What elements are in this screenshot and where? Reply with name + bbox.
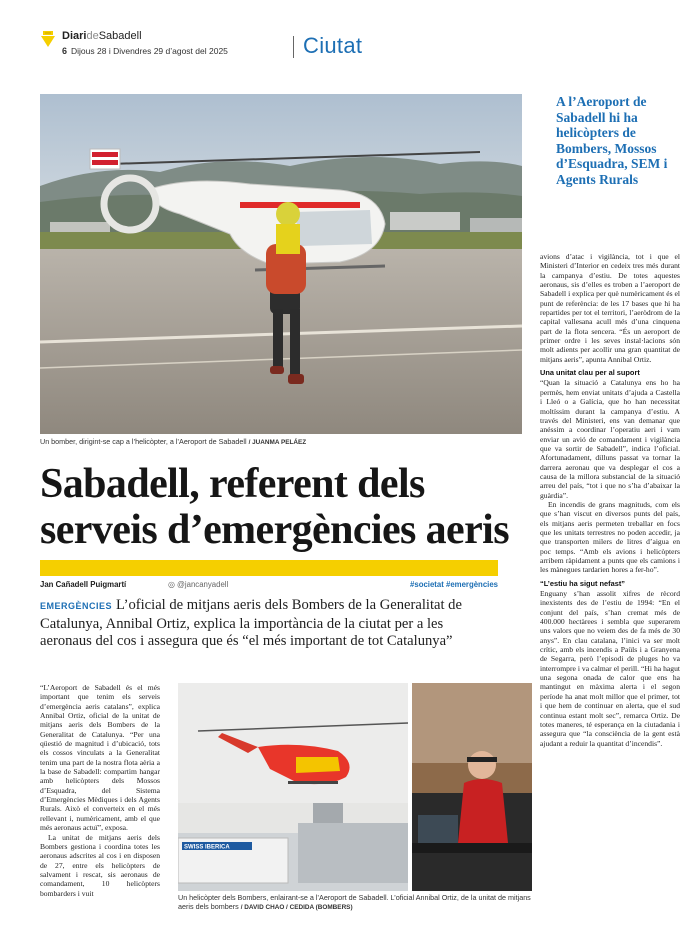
caption-text: Un helicòpter dels Bombers, enlairant-se a l’Aeroport de Sabadell. L’oficial Annibal Ortiz, de la unitat de mitjans aeris dels bombers (178, 893, 531, 911)
section-title: Ciutat (303, 33, 363, 58)
article-headline (40, 461, 530, 553)
author-handle[interactable]: ◎ @jancanyadell (168, 580, 229, 589)
date-line: Dijous 28 i Divendres 29 d’agost del 2025 (71, 46, 228, 56)
masthead (40, 28, 520, 62)
helicopter-photo (178, 683, 408, 891)
lower-photo-caption (178, 893, 533, 912)
body-column-right (540, 252, 680, 748)
article-tags[interactable]: #societat #emergències (410, 580, 498, 589)
paragraph: “L’Aeroport de Sabadell és el més important que tenim els serveis d’emergència aeris catalans”, explica Annibal Ortiz, oficial de la unitat de mitjans aeris dels Bombers de la Generalitat de Catalunya. “Per una qüestió de magnitud i d’ubicació, tots els cossos vinculats a la Generalitat tenim una part de la nostra flota aèria a la base de Sabadell: compartim hangar amb helicòpters dels Mossos d’Esquadra, del Sistema d’Emergències Mèdiques i dels Agents Rurals. Això el converteix en el més rellevant i, numèricament, amb el que més aeronaus actuï”, exposa. (40, 683, 160, 833)
main-photo (40, 94, 522, 434)
photo-credit: / JUANMA PELÁEZ (248, 439, 307, 446)
byline-row (40, 580, 498, 594)
section-divider (293, 36, 294, 58)
highlight-bar (40, 560, 498, 576)
paragraph: Enguany s’han assolit xifres de rècord inexistents des de l’estiu de 1994: “En el conjunt del país, s’han cremat més de 400.000 hectàrees i sembla que superarem uns valors que no veiem des de fa més de 30 anys”. En clau catalana, l’inici va ser molt crític, amb els incendis a Paüls i a Granyena de Segarra, però l’episodi de pluges ho va interrompre i va calmar el perill. “Hi ha hagut una segona onada de calor que ens ha mantingut en màxima alerta i el segon període ha anat molt millor que el primer, tot i que hem de continuar en alerta, que el sud continua estant molt sec”, remarca Ortiz. De totes maneres, té esperança en la ciutadania i assegura que “la consciència de la gent està ajudant a reduir la quantitat d’incendis”. (540, 589, 680, 748)
subheading: “L’estiu ha sigut nefast” (540, 578, 626, 588)
paragraph: avions d’atac i vigilància, tot i que el Ministeri d’Interior en cedeix tres més durant la campanya d’estiu. De totes aquestes aeronaus, sis d’elles es troben a l’aeroport de Sabadell i explica per què numèricament és el punt de referència: de les 17 bases que hi ha repartides per tot el territori, l’aeròdrom de la capital vallesana acull més d’una cinquena part de la flota sencera. “És un aeroport de primer ordre i les seves instal·lacions són molt adients per acollir una gran quantitat de mitjans aeris”, apunta Annibal Ortiz. (540, 252, 680, 364)
article-lede (40, 597, 498, 651)
headline-line-1: Sabadell, referent dels (40, 461, 425, 507)
main-photo-caption (40, 437, 522, 447)
author-name: Jan Cañadell Puigmartí (40, 580, 127, 589)
lede-kicker: EMERGÈNCIES (40, 601, 113, 611)
officer-photo (412, 683, 532, 891)
photo-credit: / DAVID CHAO / CEDIDA (BOMBERS) (240, 904, 353, 911)
paragraph: La unitat de mitjans aeris dels Bombers gestiona i coordina totes les aeronaus adscrites al cos i en disposen de 27, entre els helicòpters de salvament i rescat, sis aeronaus de comandament, 10 helicòpters bombarders i vuit (40, 832, 160, 898)
brand-name[interactable]: DiarideSabadell (62, 30, 142, 42)
caption-text: Un bomber, dirigint-se cap a l’helicòpter, a l’Aeroport de Sabadell (40, 437, 247, 446)
social-handle-icon: ◎ (168, 580, 177, 589)
page-info (62, 46, 228, 56)
subheading: Una unitat clau per al suport (540, 368, 640, 378)
hangar-sign: SWISS IBERICA (184, 844, 230, 851)
page-number: 6 (62, 46, 68, 56)
city-shield-icon (40, 31, 56, 47)
body-column-left (40, 683, 160, 898)
paragraph: En incendis de grans magnituds, com els que s’han viscut en diversos punts del país, els mitjans aeris permeten treballar en focs que les unitats terrestres no poden accedir, ja que transporten milers de litres d’aigua en poc temps. “Amb els avions i helicòpters arribem ràpidament a punts que els camions i les mànegues tardarien hores a fer-ho”. (540, 499, 680, 575)
lede-text: L’oficial de mitjans aeris dels Bombers de la Generalitat de Catalunya, Annibal Ortiz, explica la importància de la ciutat per a les aeronaus del cos i assegura que és “el més important de tot Catalunya” (40, 597, 462, 649)
sidebar-headline: A l’Aeroport de Sabadell hi ha helicòpters de Bombers, Mossos d’Esquadra, SEM i Agents Rurals (556, 94, 668, 187)
headline-line-2: serveis d’emergències aeris (40, 507, 509, 553)
paragraph: “Quan la situació a Catalunya ens ho ha permès, hem enviat unitats d’ajuda a Castella i Lleó o a Galícia, que ho han necessitat moltíssim durant la campanya d’estiu. A través del Ministeri, ens van demanar que anéssim a coordinar l’operatiu aeri i vam enviar un avió de comandament i vigilància que va sortir de Sabadell”, indica l’oficial. Afortunadament, dilluns passat va tornar la darrera aeronau que va desplegar el cos a causa de la millora substancial de la situació arreu del país, “tot i que no s’ha d’abaixar la guàrdia”. (540, 378, 680, 500)
